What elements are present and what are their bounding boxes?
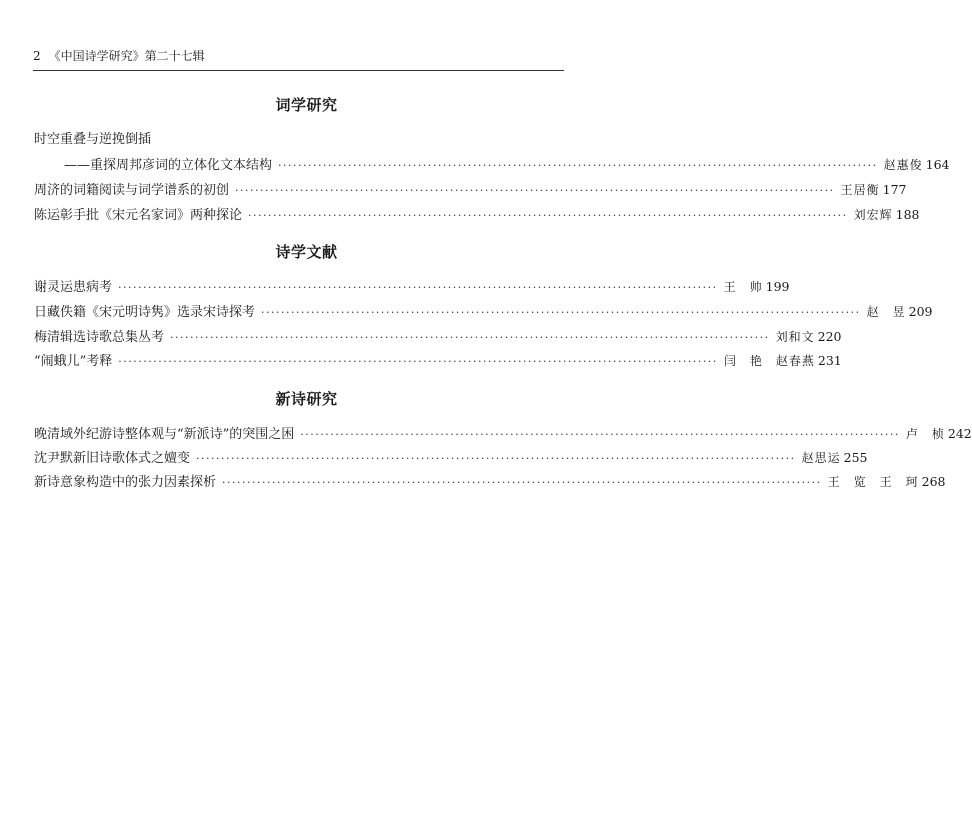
entry-page: 177 <box>882 182 907 197</box>
dot-leader: ························································································································ <box>196 452 796 465</box>
entry-page: 255 <box>843 450 868 465</box>
dot-leader: ························································································································ <box>261 306 861 319</box>
toc-entry <box>34 327 842 347</box>
dot-leader: ························································································································ <box>170 331 770 344</box>
entry-page: 164 <box>925 157 950 172</box>
entry-author: 赵思运 <box>801 451 841 465</box>
entry-subtitle: ——重探周邦彦词的立体化文本结构 <box>64 158 273 173</box>
entry-page: 188 <box>895 207 920 222</box>
dot-leader: ························································································································ <box>222 476 822 489</box>
toc-entry <box>34 180 907 200</box>
toc-entry <box>34 424 972 444</box>
section-title-ci-study: 词学研究 <box>275 96 338 114</box>
toc-entry <box>34 205 920 225</box>
entry-page: 199 <box>765 279 790 294</box>
dot-leader: ························································································································ <box>278 159 878 172</box>
section-title-new-poetry: 新诗研究 <box>275 390 338 408</box>
entry-page: 242 <box>947 426 972 441</box>
entry-author: 刘宏辉 <box>853 208 893 222</box>
toc-entry <box>34 302 933 322</box>
toc-entry <box>34 351 842 371</box>
entry-title: 谢灵运患病考 <box>34 280 113 295</box>
entry-title: 新诗意象构造中的张力因素探析 <box>34 475 217 490</box>
toc-entry <box>34 130 564 150</box>
entry-title: 日藏佚籍《宋元明诗隽》选录宋诗探考 <box>34 305 256 320</box>
section-title-poetics-literature: 诗学文献 <box>275 243 338 261</box>
dot-leader: ························································································································ <box>118 355 718 368</box>
toc-entry <box>34 472 946 492</box>
entry-title: “闹蛾儿”考释 <box>34 354 113 369</box>
entry-author: 赵惠俊 <box>883 158 923 172</box>
entry-author: 王居衡 <box>840 183 880 197</box>
entry-page: 220 <box>817 329 842 344</box>
page-number: 2 <box>33 49 41 63</box>
entry-author: 卢 桢 <box>905 427 945 441</box>
journal-title: 《中国诗学研究》第二十七辑 <box>48 49 205 63</box>
entry-author: 刘和文 <box>775 330 815 344</box>
entry-title: 沈尹默新旧诗歌体式之嬗变 <box>34 451 191 466</box>
entry-author: 赵 昱 <box>866 305 906 319</box>
entry-title: 梅清辑选诗歌总集丛考 <box>34 330 165 345</box>
entry-page: 209 <box>908 304 933 319</box>
dot-leader: ························································································································ <box>118 281 718 294</box>
entry-author: 闫 艳 赵春燕 <box>723 354 815 368</box>
entry-author: 王 览 王 珂 <box>827 475 919 489</box>
entry-page: 231 <box>817 353 842 368</box>
entry-author: 王 帅 <box>723 280 763 294</box>
running-header <box>33 46 564 71</box>
toc-entry <box>34 448 868 468</box>
dot-leader: ························································································································ <box>235 184 835 197</box>
entry-title: 周济的词籍阅读与词学谱系的初创 <box>34 183 230 198</box>
toc-entry <box>64 155 950 175</box>
toc-entry <box>34 277 790 297</box>
entry-title: 时空重叠与逆挽倒插 <box>34 132 152 147</box>
entry-title: 晚清域外纪游诗整体观与“新派诗”的突围之困 <box>34 427 295 442</box>
dot-leader: ························································································································ <box>248 209 848 222</box>
dot-leader: ························································································································ <box>300 428 900 441</box>
entry-page: 268 <box>921 474 946 489</box>
entry-title: 陈运彰手批《宋元名家词》两种探论 <box>34 208 243 223</box>
